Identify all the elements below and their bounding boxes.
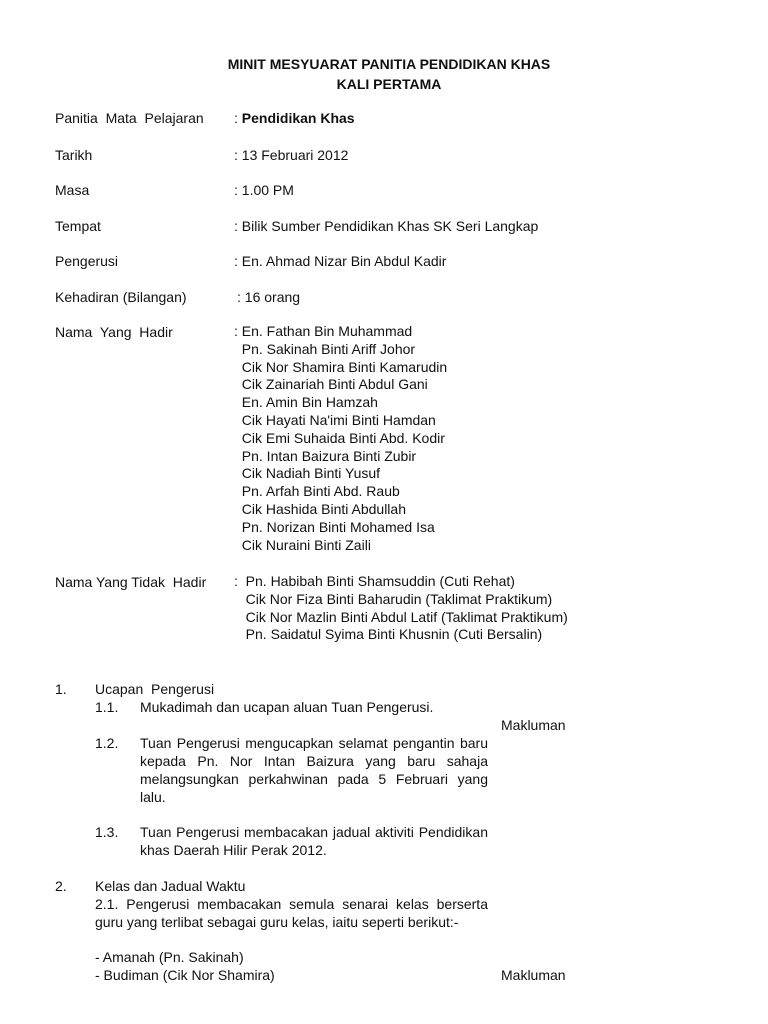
masa-label: Masa [55, 182, 90, 198]
section-1-title: Ucapan Pengerusi [95, 681, 215, 697]
document-subtitle: KALI PERTAMA [336, 76, 442, 92]
masa-value: : 1.00 PM [234, 182, 294, 198]
tidak-hadir-label: Nama Yang Tidak Hadir [55, 574, 207, 590]
tempat-label: Tempat [55, 218, 101, 234]
hadir-name: En. Amin Bin Hamzah [234, 394, 378, 411]
hadir-list [234, 323, 447, 554]
panitia-value: : Pendidikan Khas [234, 110, 355, 126]
tidak-hadir-name: : Pn. Habibah Binti Shamsuddin (Cuti Rehat) [234, 573, 515, 589]
tidak-hadir-name: Cik Nor Mazlin Binti Abdul Latif (Taklimat Praktikum) [234, 608, 568, 625]
hadir-name: Cik Hayati Na'imi Binti Hamdan [234, 411, 436, 428]
document-title: MINIT MESYUARAT PANITIA PENDIDIKAN KHAS [227, 56, 551, 72]
hadir-name: Cik Zainariah Binti Abdul Gani [234, 376, 428, 393]
tempat-value: : Bilik Sumber Pendidikan Khas SK Seri Langkap [234, 218, 539, 234]
pengerusi-label: Pengerusi [55, 253, 119, 269]
section-2-title: Kelas dan Jadual Waktu [95, 878, 246, 894]
class-list-item: - Amanah (Pn. Sakinah) [95, 949, 244, 965]
section-1-note: Makluman [501, 717, 566, 733]
section-1-number: 1. [55, 681, 67, 697]
hadir-name: Pn. Norizan Binti Mohamed Isa [234, 518, 435, 535]
kehadiran-label: Kehadiran (Bilangan) [55, 289, 187, 305]
section-2-number: 2. [55, 878, 67, 894]
item-1-2-text: Tuan Pengerusi mengucapkan selamat pengantin baru kepada Pn. Nor Intan Baizura yang baru sahaja melangsungkan perkahwinan pada 5 Februari yang lalu. [140, 735, 488, 805]
hadir-name: Cik Emi Suhaida Binti Abd. Kodir [234, 429, 445, 446]
hadir-name: Cik Hashida Binti Abdullah [234, 500, 406, 517]
hadir-name: Cik Nuraini Binti Zaili [234, 536, 371, 553]
class-list-item: - Budiman (Cik Nor Shamira) [95, 967, 275, 983]
item-1-1-text: Mukadimah dan ucapan aluan Tuan Pengerusi. [140, 699, 434, 715]
hadir-name: Pn. Intan Baizura Binti Zubir [234, 447, 417, 464]
hadir-label: Nama Yang Hadir [55, 324, 173, 340]
hadir-name: : En. Fathan Bin Muhammad [234, 323, 413, 339]
tidak-hadir-list [234, 573, 568, 644]
tarikh-label: Tarikh [55, 147, 93, 163]
hadir-name: Pn. Arfah Binti Abd. Raub [234, 483, 400, 500]
item-1-2-number: 1.2. [95, 735, 119, 751]
tarikh-value: : 13 Februari 2012 [234, 147, 349, 163]
item-1-3-text: Tuan Pengerusi membacakan jadual aktiviti Pendidikan khas Daerah Hilir Perak 2012. [140, 824, 488, 858]
section-2-note: Makluman [501, 967, 566, 983]
panitia-value-text: Pendidikan Khas [241, 110, 355, 126]
hadir-name: Cik Nadiah Binti Yusuf [234, 465, 381, 482]
item-1-1-number: 1.1. [95, 699, 119, 715]
kehadiran-value: : 16 orang [237, 289, 301, 305]
pengerusi-value: : En. Ahmad Nizar Bin Abdul Kadir [234, 253, 447, 269]
hadir-name: Cik Nor Shamira Binti Kamarudin [234, 358, 448, 375]
panitia-label: Panitia Mata Pelajaran [55, 110, 204, 126]
tidak-hadir-name: Pn. Saidatul Syima Binti Khusnin (Cuti Bersalin) [234, 626, 543, 643]
item-2-1-text: 2.1. Pengerusi membacakan semula senarai kelas berserta guru yang terlibat sebagai guru kelas, iaitu seperti berikut:- [95, 896, 488, 930]
hadir-name: Pn. Sakinah Binti Ariff Johor [234, 340, 416, 357]
tidak-hadir-name: Cik Nor Fiza Binti Baharudin (Taklimat Praktikum) [234, 590, 553, 607]
item-1-3-number: 1.3. [95, 824, 119, 840]
